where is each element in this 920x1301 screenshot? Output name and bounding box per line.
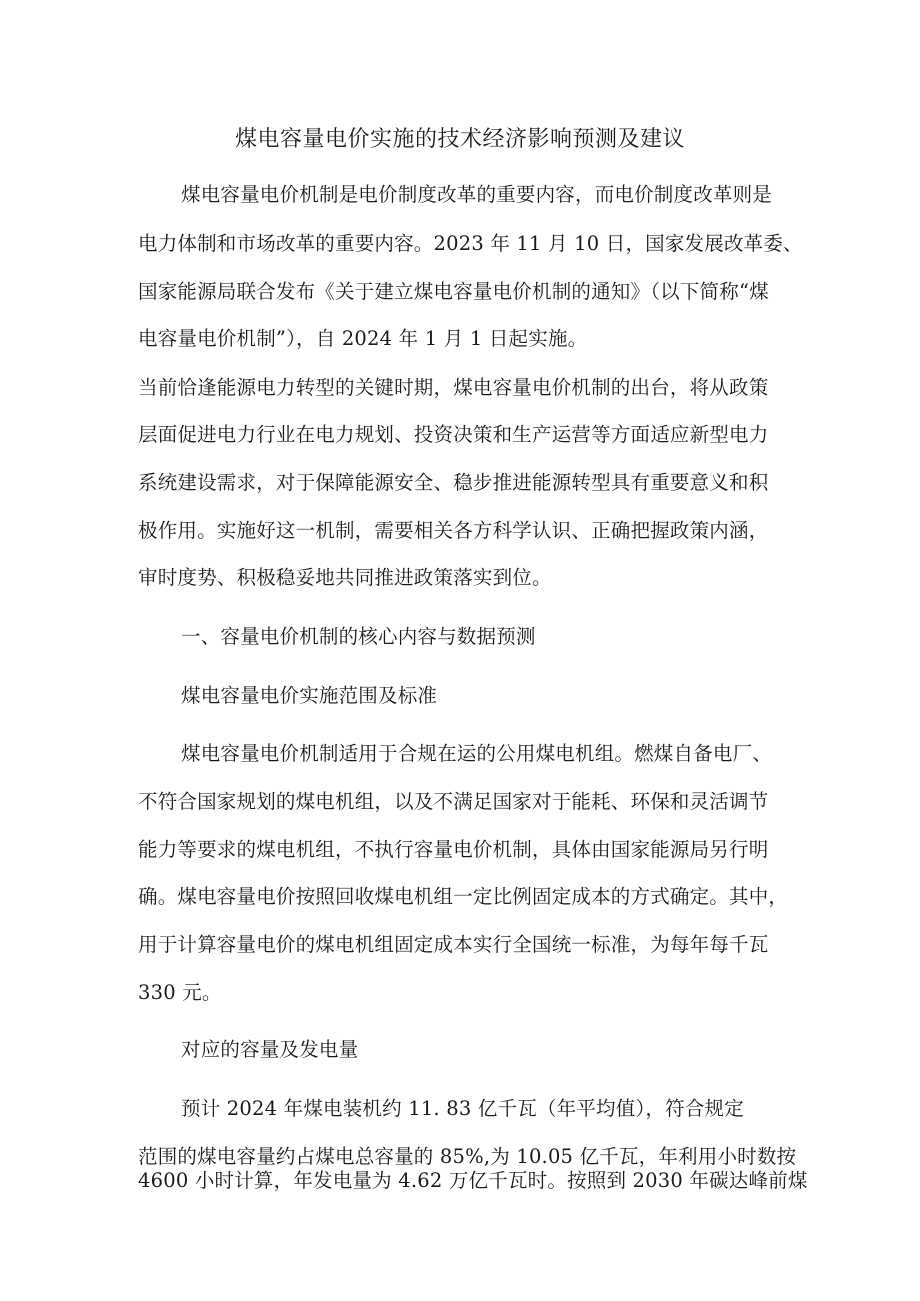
paragraph-3-line: 用于计算容量电价的煤电机组固定成本实行全国统一标准，为每年每千瓦 [138,933,769,956]
paragraph-2-line: 层面促进电力行业在电力规划、投资决策和生产运营等方面适应新型电力 [138,423,769,446]
section-heading: 一、容量电价机制的核心内容与数据预测 [181,625,536,648]
paragraph-1-line: 国家能源局联合发布《关于建立煤电容量电价机制的通知》（以下简称“煤 [138,280,769,303]
paragraph-1-line: 电力体制和市场改革的重要内容。2023 年 11 月 10 日，国家发展改革委、 [138,232,803,255]
paragraph-2-line: 极作用。实施好这一机制，需要相关各方科学认识、正确把握政策内涵， [138,519,769,542]
paragraph-3-line: 煤电容量电价机制适用于合规在运的公用煤电机组。燃煤自备电厂、 [181,742,773,765]
document-title: 煤电容量电价实施的技术经济影响预测及建议 [234,127,685,152]
paragraph-1-line: 电容量电价机制”），自 2024 年 1 月 1 日起实施。 [138,327,588,350]
paragraph-2-line: 当前恰逢能源电力转型的关键时期，煤电容量电价机制的出台，将从政策 [138,376,769,399]
paragraph-4-line: 范围的煤电容量约占煤电总容量的 85%,为 10.05 亿千瓦，年利用小时数按 [138,1145,797,1168]
paragraph-3-line: 确。煤电容量电价按照回收煤电机组一定比例固定成本的方式确定。其中， [138,885,789,908]
paragraph-4-line: 4600 小时计算，年发电量为 4.62 万亿千瓦时。按照到 2030 年碳达峰前煤 [138,1169,808,1192]
paragraph-4-line: 预计 2024 年煤电装机约 11. 83 亿千瓦（年平均值），符合规定 [181,1097,744,1120]
paragraph-2-line: 系统建设需求，对于保障能源安全、稳步推进能源转型具有重要意义和积 [138,471,769,494]
paragraph-3-line: 能力等要求的煤电机组，不执行容量电价机制，具体由国家能源局另行明 [138,838,769,861]
paragraph-3-line: 330 元。 [138,981,222,1004]
subsection-heading: 对应的容量及发电量 [181,1038,359,1061]
paragraph-1-line: 煤电容量电价机制是电价制度改革的重要内容，而电价制度改革则是 [181,183,773,206]
paragraph-3-line: 不符合国家规划的煤电机组，以及不满足国家对于能耗、环保和灵活调节 [138,790,769,813]
subsection-heading: 煤电容量电价实施范围及标准 [181,684,438,707]
paragraph-2-line: 审时度势、积极稳妥地共同推进政策落实到位。 [138,566,552,589]
